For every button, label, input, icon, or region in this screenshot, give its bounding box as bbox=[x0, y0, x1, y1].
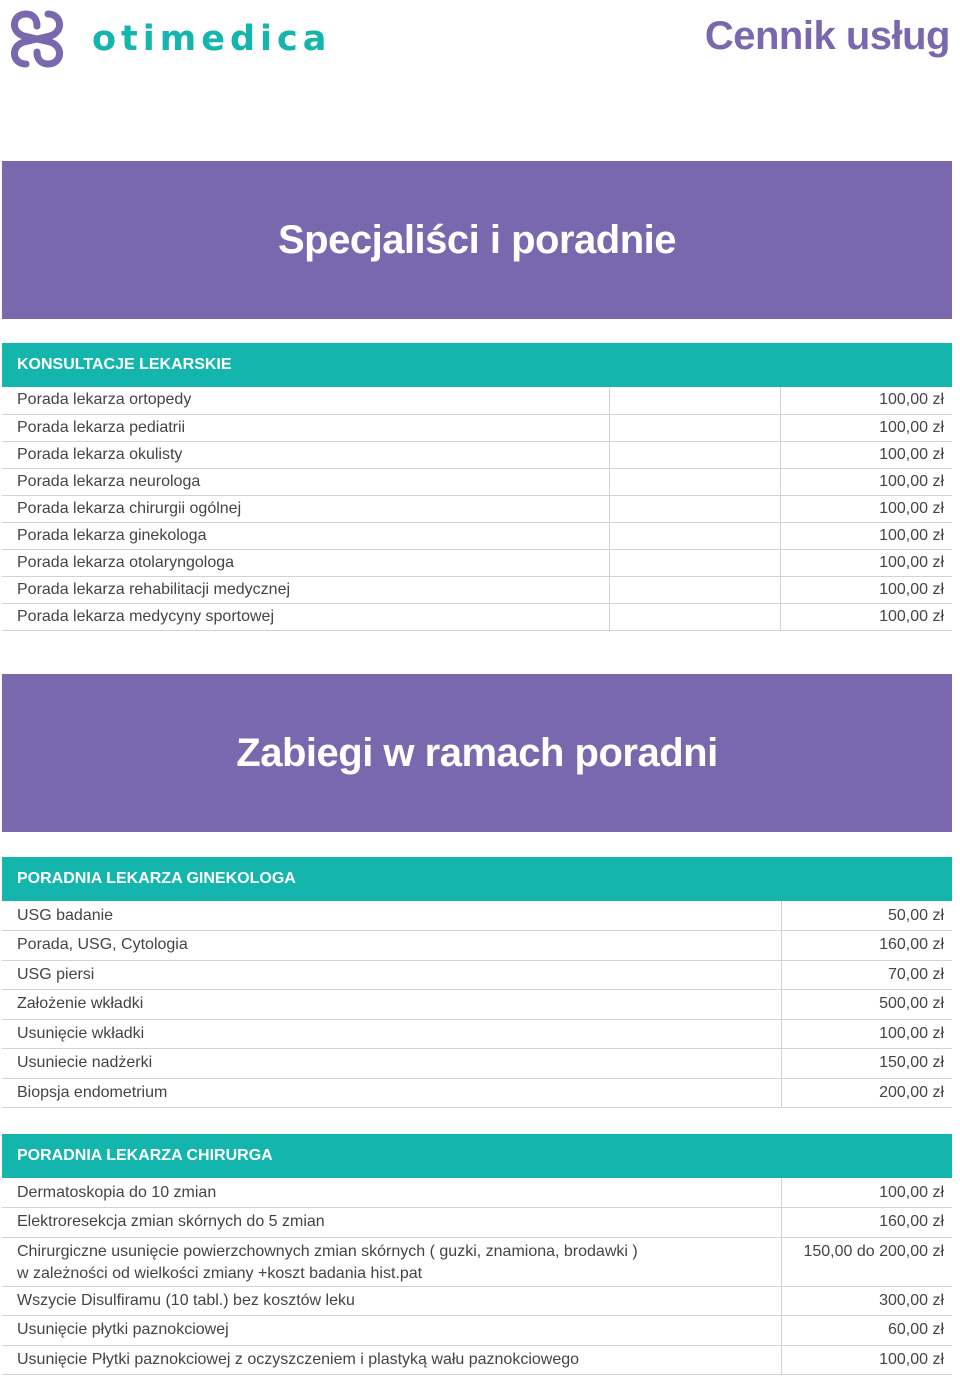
service-name: Dermatoskopia do 10 zmian bbox=[2, 1178, 781, 1208]
empty-cell bbox=[609, 603, 780, 630]
empty-cell bbox=[609, 549, 780, 576]
service-price: 100,00 zł bbox=[780, 522, 952, 549]
service-price: 100,00 zł bbox=[780, 387, 952, 414]
banner-title: Zabiegi w ramach poradni bbox=[236, 730, 718, 775]
service-price: 150,00 zł bbox=[781, 1049, 952, 1079]
table-row bbox=[2, 1237, 952, 1286]
table-row bbox=[2, 1049, 952, 1079]
service-name bbox=[2, 1237, 781, 1286]
service-name: Porada, USG, Cytologia bbox=[2, 931, 781, 961]
section-consultations bbox=[2, 343, 952, 631]
table-row bbox=[2, 1345, 952, 1375]
page-header bbox=[0, 0, 960, 80]
service-name: Porada lekarza otolaryngologa bbox=[2, 549, 609, 576]
banner-specialists bbox=[2, 161, 952, 319]
service-price: 500,00 zł bbox=[781, 990, 952, 1020]
table-row bbox=[2, 549, 952, 576]
table-row bbox=[2, 387, 952, 414]
price-table bbox=[2, 387, 952, 631]
service-price: 100,00 zł bbox=[780, 468, 952, 495]
empty-cell bbox=[609, 495, 780, 522]
table-row bbox=[2, 931, 952, 961]
service-price: 200,00 zł bbox=[781, 1078, 952, 1108]
service-name: Porada lekarza ginekologa bbox=[2, 522, 609, 549]
table-row bbox=[2, 1078, 952, 1108]
service-name: Porada lekarza chirurgii ogólnej bbox=[2, 495, 609, 522]
service-price: 160,00 zł bbox=[781, 1208, 952, 1238]
service-name: Usunięcie Płytki paznokciowej z oczyszczeniem i plastyką wału paznokciowego bbox=[2, 1345, 781, 1375]
price-table bbox=[2, 1178, 952, 1375]
price-table bbox=[2, 901, 952, 1108]
banner-title: Specjaliści i poradnie bbox=[277, 217, 677, 262]
service-name: Porada lekarza okulisty bbox=[2, 441, 609, 468]
service-price: 100,00 zł bbox=[780, 549, 952, 576]
service-price: 50,00 zł bbox=[781, 901, 952, 931]
service-name: Porada lekarza neurologa bbox=[2, 468, 609, 495]
table-row bbox=[2, 1019, 952, 1049]
service-name-line: Chirurgiczne usunięcie powierzchownych zmian skórnych ( guzki, znamiona, brodawki ) bbox=[17, 1242, 638, 1260]
service-name: Porada lekarza pediatrii bbox=[2, 414, 609, 441]
table-row bbox=[2, 1286, 952, 1316]
service-price: 100,00 zł bbox=[780, 576, 952, 603]
brand-logo bbox=[4, 6, 331, 72]
service-price: 60,00 zł bbox=[781, 1316, 952, 1346]
table-row bbox=[2, 1208, 952, 1238]
brand-name: otimedica bbox=[92, 18, 332, 59]
service-name: Usunięcie wkładki bbox=[2, 1019, 781, 1049]
table-row bbox=[2, 1178, 952, 1208]
section-heading: PORADNIA LEKARZA GINEKOLOGA bbox=[2, 857, 952, 901]
table-row bbox=[2, 441, 952, 468]
otimedica-logo-icon bbox=[4, 6, 70, 72]
table-row bbox=[2, 468, 952, 495]
empty-cell bbox=[609, 468, 780, 495]
service-name: Porada lekarza rehabilitacji medycznej bbox=[2, 576, 609, 603]
service-name: Biopsja endometrium bbox=[2, 1078, 781, 1108]
table-row bbox=[2, 414, 952, 441]
service-price: 100,00 zł bbox=[781, 1345, 952, 1375]
service-name-line: w zależności od wielkości zmiany +koszt badania hist.pat bbox=[17, 1264, 423, 1282]
empty-cell bbox=[609, 414, 780, 441]
service-price: 100,00 zł bbox=[780, 441, 952, 468]
empty-cell bbox=[609, 441, 780, 468]
page-title: Cennik usług bbox=[704, 14, 950, 58]
table-row bbox=[2, 603, 952, 630]
service-name: Porada lekarza medycyny sportowej bbox=[2, 603, 609, 630]
empty-cell bbox=[609, 576, 780, 603]
empty-cell bbox=[609, 387, 780, 414]
service-name: Założenie wkładki bbox=[2, 990, 781, 1020]
section-surgery bbox=[2, 1134, 952, 1375]
table-row bbox=[2, 990, 952, 1020]
service-price: 70,00 zł bbox=[781, 960, 952, 990]
service-price: 300,00 zł bbox=[781, 1286, 952, 1316]
empty-cell bbox=[609, 522, 780, 549]
table-row bbox=[2, 522, 952, 549]
service-price: 100,00 zł bbox=[780, 495, 952, 522]
service-price: 100,00 zł bbox=[780, 603, 952, 630]
table-row bbox=[2, 576, 952, 603]
service-name: Porada lekarza ortopedy bbox=[2, 387, 609, 414]
section-heading: PORADNIA LEKARZA CHIRURGA bbox=[2, 1134, 952, 1178]
table-row bbox=[2, 495, 952, 522]
service-price: 160,00 zł bbox=[781, 931, 952, 961]
service-name: Usunięcie płytki paznokciowej bbox=[2, 1316, 781, 1346]
service-name: USG piersi bbox=[2, 960, 781, 990]
service-name: Wszycie Disulfiramu (10 tabl.) bez kosztów leku bbox=[2, 1286, 781, 1316]
banner-procedures bbox=[2, 674, 952, 832]
table-row bbox=[2, 1316, 952, 1346]
service-name: Usuniecie nadżerki bbox=[2, 1049, 781, 1079]
service-price: 100,00 zł bbox=[781, 1019, 952, 1049]
service-price: 150,00 do 200,00 zł bbox=[781, 1237, 952, 1286]
service-name: USG badanie bbox=[2, 901, 781, 931]
table-row bbox=[2, 960, 952, 990]
service-price: 100,00 zł bbox=[780, 414, 952, 441]
section-heading: KONSULTACJE LEKARSKIE bbox=[2, 343, 952, 387]
table-row bbox=[2, 901, 952, 931]
service-price: 100,00 zł bbox=[781, 1178, 952, 1208]
section-gynecology bbox=[2, 857, 952, 1108]
service-name: Elektroresekcja zmian skórnych do 5 zmian bbox=[2, 1208, 781, 1238]
